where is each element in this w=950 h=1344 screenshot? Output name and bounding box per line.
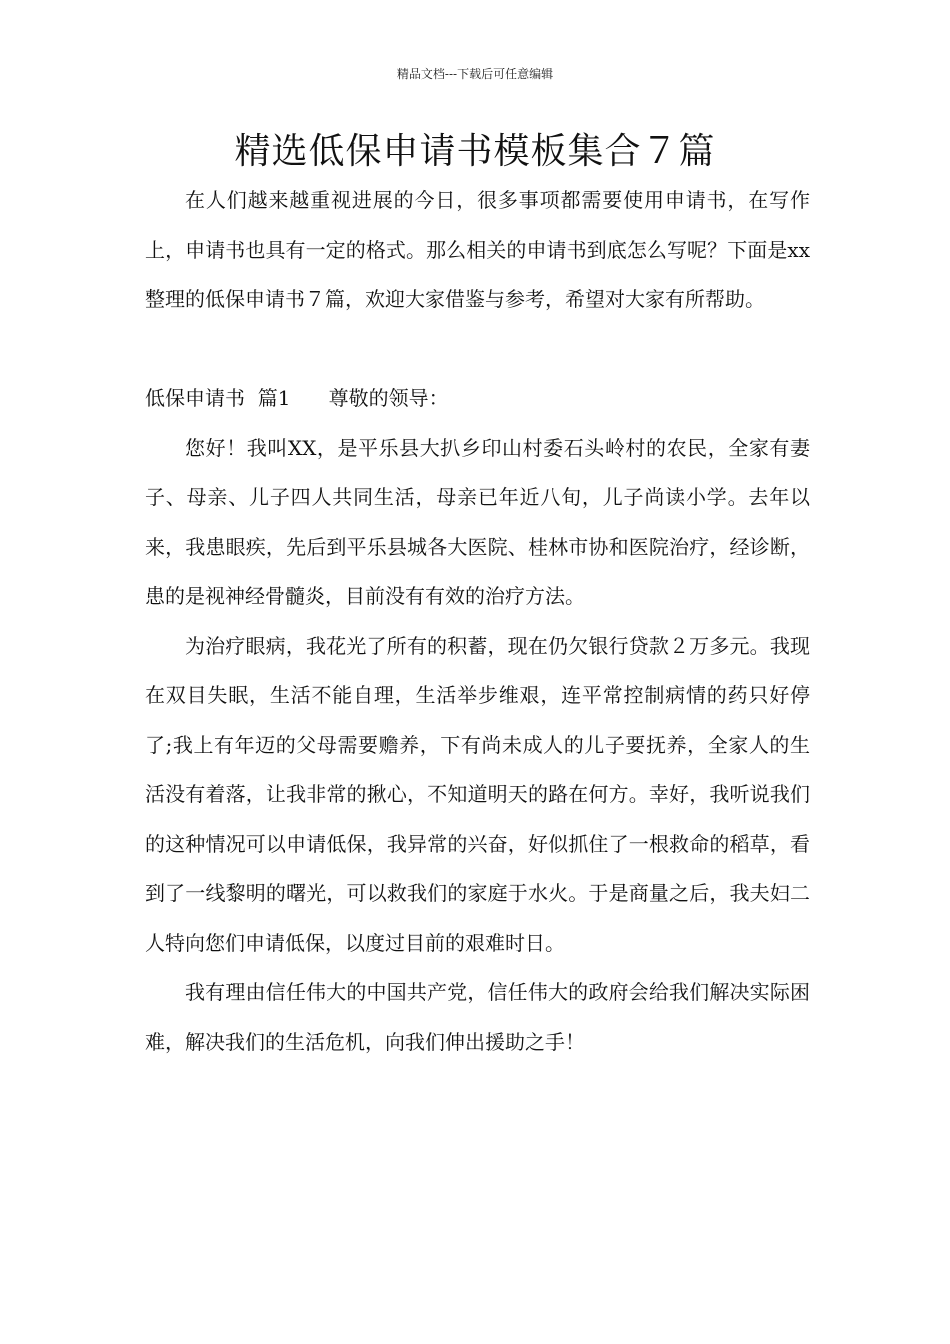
section-heading: 低保申请书 篇1 (145, 386, 291, 410)
body-paragraph: 您好！我叫XX，是平乐县大扒乡印山村委石头岭村的农民，全家有妻子、母亲、儿子四人共同生活，母亲已年近八旬，儿子尚读小学。去年以来，我患眼疾，先后到平乐县城各大医院、桂林市协和医院治疗，经诊断，患的是视神经骨髓炎，目前没有有效的治疗方法。 (145, 435, 810, 608)
intro-paragraph: 在人们越来越重视进展的今日，很多事项都需要使用申请书，在写作上，申请书也具有一定的格式。那么相关的申请书到底怎么写呢？下面是xx整理的低保申请书７篇，欢迎大家借鉴与参考，希望对大家有所帮助。 (145, 188, 810, 311)
salutation: 尊敬的领导： (328, 386, 449, 410)
section-heading-line (145, 374, 810, 424)
page-title: 精选低保申请书模板集合７篇 (234, 131, 716, 172)
body-paragraph: 为治疗眼病，我花光了所有的积蓄，现在仍欠银行贷款２万多元。我现在双目失眠，生活不能自理，生活举步维艰，连平常控制病情的药只好停了;我上有年迈的父母需要赡养，下有尚未成人的儿子要抚养，全家人的生活没有着落，让我非常的揪心，不知道明天的路在何方。幸好，我听说我们的这种情况可以申请低保，我异常的兴奋，好似抓住了一根救命的稻草，看到了一线黎明的曙光，可以救我们的家庭于水火。于是商量之后，我夫妇二人特向您们申请低保，以度过目前的艰难时日。 (145, 633, 810, 955)
blank-line (145, 325, 810, 375)
body-paragraph: 我有理由信任伟大的中国共产党，信任伟大的政府会给我们解决实际困难，解决我们的生活危机，向我们伸出援助之手！ (145, 980, 810, 1054)
document-body (145, 176, 810, 1067)
header-note: 精品文档---下载后可任意编辑 (396, 67, 554, 81)
